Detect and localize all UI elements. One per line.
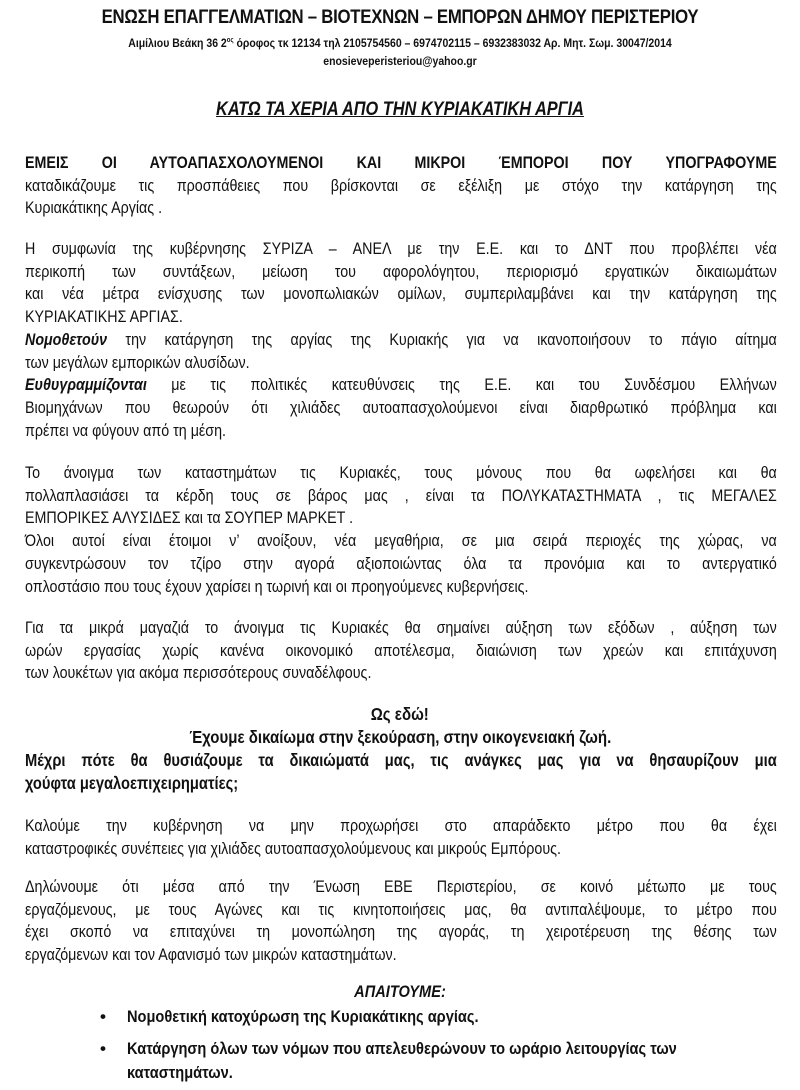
declaration-line-3: έχει σκοπό να επιταχύνει τη μονοπώληση της αγοράς, τη χειροτέρευση της θέσης των (25, 922, 777, 942)
declaration-line-2: εργαζόμενους, με τους Αγώνες και τις κινητοποιήσεις μας, θα αντιπαλέψουμε, το μέτρο που (25, 899, 777, 919)
small-shops-line-1: Για τα μικρά μαγαζιά το άνοιγμα τις Κυριακές θα σημαίνει αύξηση των εξόδων , αύξηση των (25, 618, 777, 637)
paragraph-store-opening (25, 462, 777, 598)
call-line-1: Καλούμε την κυβέρνηση να μην προχωρήσει στο απαράδεκτο μέτρο που θα έχει (25, 816, 777, 835)
align-line-2: Βιομηχάνων που θεωρούν ότι χιλιάδες αυτοαπασχολούμενοι είναι διαρθρωτικό πρόβλημα και (25, 397, 777, 417)
paragraph-intro (25, 152, 777, 220)
slogan-line-3: Μέχρι πότε θα θυσιάζουμε τα δικαιώματά μας, τις ανάγκες μας για να θησαυρίζουν μια (25, 750, 777, 770)
legislate-line-2: των μεγάλων εμπορικών αλυσίδων. (25, 352, 250, 372)
slogan-line-4: χούφτα μεγαλοεπιχειρηματίες; (25, 772, 239, 793)
small-shops-line-3: των λουκέτων για ακόμα περισσότερους συναδέλφους. (25, 663, 372, 683)
demand-text-2: Κατάργηση όλων των νόμων που απελευθερώνουν το ωράριο λειτουργίας των (127, 1039, 677, 1058)
intro-line-1: ΕΜΕΙΣ ΟΙ ΑΥΤΟΑΠΑΣΧΟΛΟΥΜΕΝΟΙ ΚΑΙ ΜΙΚΡΟΙ ΈΜΠΟΡΟΙ ΠΟΥ ΥΠΟΓΡΑΦΟΥΜΕ (25, 153, 777, 172)
slogan-text-1: Ως εδώ! (370, 704, 430, 724)
opening-line-4: Όλοι αυτοί είναι έτοιμοι ν’ ανοίξουν, νέα μεγαθήρια, σε μια σειρά περιοχές της χώρας, να (25, 531, 777, 551)
bullet-icon: • (100, 1007, 106, 1026)
agreement-line-3: και νέα μέτρα ενίσχυσης των μονοπωλιακών ομίλων, συμπεριλαμβάνει και την κατάργηση της (25, 284, 777, 304)
declaration-line-4: εργαζόμενων και τον Αφανισμό των μικρών καταστημάτων. (25, 945, 397, 965)
demands-list (100, 1005, 780, 1085)
opening-line-2: πολλαπλασιάσει τα κέρδη τους σε βάρος μας , είναι τα ΠΟΛΥΚΑΤΑΣΤΗΜΑΤΑ , τις ΜΕΓΑΛΕΣ (25, 485, 777, 505)
slogan-line-1 (0, 703, 800, 726)
floor-superscript: ος (226, 37, 234, 44)
demand-item-1 (100, 1005, 780, 1029)
paragraph-declaration (25, 876, 777, 967)
opening-line-3: ΕΜΠΟΡΙΚΕΣ ΑΛΥΣΙΔΕΣ και τα ΣΟΥΠΕΡ ΜΑΡΚΕΤ . (25, 508, 354, 528)
align-line-3: πρέπει να φύγουν από τη μέση. (25, 420, 227, 440)
demand-text-1: Νομοθετική κατοχύρωση της Κυριακάτικης αργίας. (127, 1007, 479, 1026)
intro-line-2: καταδικάζουμε τις προσπάθειες που βρίσκονται σε εξέλιξη με στόχο την κατάργηση της (25, 175, 777, 195)
small-shops-line-2: ωρών εργασίας χωρίς κανένα οικονομικό αποτέλεσμα, διαιώνιση των χρεών και επιτάχυνση (25, 640, 777, 660)
demands-heading: ΑΠΑΙΤΟΥΜΕ: (354, 982, 446, 1001)
slogan-question (25, 749, 777, 794)
paragraph-small-shops (25, 617, 777, 685)
paragraph-agreement (25, 238, 777, 442)
bullet-icon: • (100, 1039, 106, 1058)
agreement-line-4: ΚΥΡΙΑΚΑΤΙΚΗΣ ΑΡΓΙΑΣ. (25, 307, 183, 327)
paragraph-call-government (25, 815, 777, 860)
emphasis-align: Ευθυγραμμίζονται (25, 375, 147, 395)
align-text: με τις πολιτικές κατευθύνσεις της Ε.Ε. και του Συνδέσμου Ελλήνων (146, 375, 777, 395)
intro-line-3: Κυριακάτικης Αργίας . (25, 198, 163, 218)
declaration-line-1: Δηλώνουμε ότι μέσα από την Ένωση ΕΒΕ Περιστερίου, σε κοινό μέτωπο με τους (25, 877, 777, 896)
slogan-text-2: Έχουμε δικαίωμα στην ξεκούραση, στην οικογενειακή ζωή. (189, 727, 611, 747)
address-part-1: Αιμίλιου Βεάκη 36 2 (128, 36, 227, 50)
agreement-line-2: περικοπή των συντάξεων, μείωση του αφορολόγητου, περιορισμό εργατικών δικαιωμάτων (25, 261, 777, 281)
slogan-line-2 (0, 726, 800, 749)
document-title: ΚΑΤΩ ΤΑ ΧΕΡΙΑ ΑΠΟ ΤΗΝ ΚΥΡΙΑΚΑΤΙΚΗ ΑΡΓΙΑ (216, 99, 584, 120)
call-line-2: καταστροφικές συνέπειες για χιλιάδες αυτοαπασχολούμενους και μικρούς Εμπόρους. (25, 838, 562, 858)
opening-line-6: οπλοστάσιο που τους έχουν χαρίσει η τωρινή και οι προηγούμενες κυβερνήσεις. (25, 576, 529, 596)
align-line-1 (25, 374, 777, 397)
demand-item-2 (100, 1037, 780, 1085)
opening-line-1: Το άνοιγμα των καταστημάτων τις Κυριακές, τους μόνους που θα ωφελήσει και θα (25, 463, 777, 482)
organization-email: enosieveperisteriou@yahoo.gr (323, 54, 477, 68)
demand-text-2-cont: καταστημάτων. (127, 1063, 233, 1082)
address-part-2: όροφος τκ 12134 τηλ 2105754560 – 6974702115 – 6932383032 Αρ. Μητ. Σωμ. 30047/2014 (233, 36, 672, 50)
emphasis-legislate: Νομοθετούν (25, 329, 108, 349)
legislate-line-1 (25, 329, 777, 352)
organization-name: ΕΝΩΣΗ ΕΠΑΓΓΕΛΜΑΤΙΩΝ – ΒΙΟΤΕΧΝΩΝ – ΕΜΠΟΡΩΝ ΔΗΜΟΥ ΠΕΡΙΣΤΕΡΙΟΥ (101, 6, 699, 28)
agreement-line-1: Η συμφωνία της κυβέρνησης ΣΥΡΙΖΑ – ΑΝΕΛ με την Ε.Ε. και το ΔΝΤ που προβλέπει νέα (25, 239, 777, 258)
legislate-text: την κατάργηση της αργίας της Κυριακής για να ικανοποιήσουν το πάγιο αίτημα (107, 329, 777, 349)
organization-address (56, 36, 744, 50)
opening-line-5: συγκεντρώσουν τον τζίρο στην αγορά αξιοποιώντας όλα τα προνόμια και το αντεργατικό (25, 553, 777, 573)
